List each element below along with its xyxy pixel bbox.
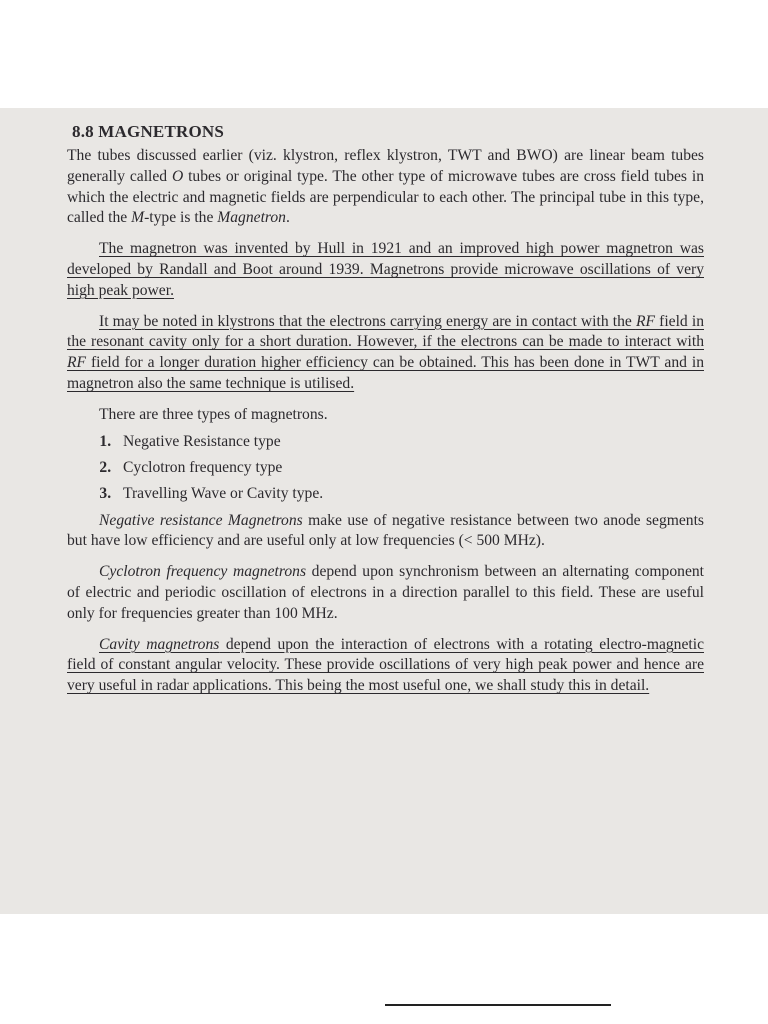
list-item: 1. Negative Resistance type [115,429,704,455]
history-paragraph: The magnetron was invented by Hull in 1921 and an improved high power magnetron was developed by Randall and Boot around 1939. Magnetrons provide microwave oscillations of very high peak power. [67,240,704,299]
types-intro: There are three types of magnetrons. [99,405,328,423]
cyclotron-paragraph: Cyclotron frequency magnetrons depend upon synchronism between an alternating component of electric and periodic oscillation of electrons in a direction parallel to this field. These are useful only for frequencies greater than 100 MHz. [67,563,704,622]
list-item: 2. Cyclotron frequency type [115,455,704,481]
intro-paragraph: The tubes discussed earlier (viz. klystron, reflex klystron, TWT and BWO) are linear beam tubes generally called O tubes or original type. The other type of microwave tubes are cross field tubes in which the electric and magnetic fields are perpendicular to each other. The principal tube in this type, called the M-type is the Magnetron. [67,147,704,227]
cavity-paragraph: Cavity magnetrons depend upon the interaction of electrons with a rotating electro-magnetic field of constant angular velocity. These provide oscillations of very high peak power and hence are very useful in radar applications. This being the most useful one, we shall study this in detail. [67,635,704,695]
section-heading: 8.8 MAGNETRONS [72,122,225,141]
klystron-note-paragraph: It may be noted in klystrons that the electrons carrying energy are in contact with the RF field in the resonant cavity only for a short duration. However, if the electrons can be made to interact with RF field for a longer duration higher efficiency can be obtained. This has been done in TWT and in magnetron also the same technique is utilised. [67,312,704,392]
magnetron-types-list [67,429,704,507]
footer-rule [385,1004,611,1006]
list-item: 3. Travelling Wave or Cavity type. [115,481,704,507]
negative-resistance-paragraph: Negative resistance Magnetrons make use of negative resistance between two anode segments but have low efficiency and are useful only at low frequencies (< 500 MHz). [67,511,704,550]
book-page [0,108,768,914]
